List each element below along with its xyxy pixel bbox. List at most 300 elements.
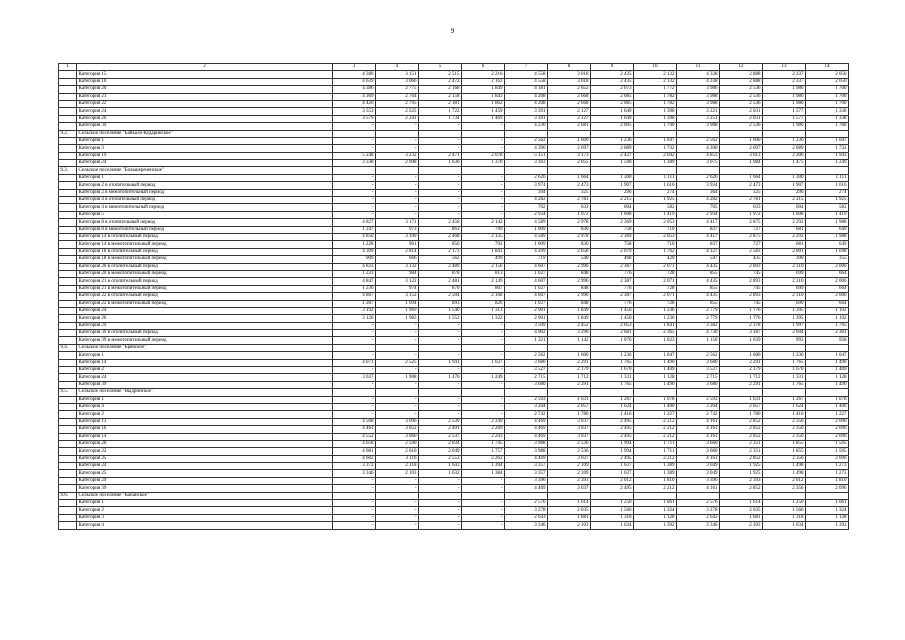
value-cell: 2 057 xyxy=(548,403,591,410)
value-cell: 1 855 xyxy=(763,448,806,455)
table-row xyxy=(59,248,849,255)
value-cell: 2 481 xyxy=(419,278,462,285)
value-cell: 3 988 xyxy=(677,100,720,107)
value-cell: 2 781 xyxy=(548,197,591,204)
value-cell: 1 384 xyxy=(462,470,505,477)
value-cell: 1 841 xyxy=(462,248,505,255)
value-cell: 4 902 xyxy=(505,330,548,337)
row-number xyxy=(59,115,77,122)
value-cell: 1 236 xyxy=(591,137,634,144)
value-cell: - xyxy=(376,403,419,410)
value-cell: 1 810 xyxy=(634,477,677,484)
value-cell: 2 814 xyxy=(376,248,419,255)
value-cell: 3 052 xyxy=(376,426,419,433)
value-cell: 355 xyxy=(806,256,849,263)
value-cell: 2 626 xyxy=(505,174,548,181)
row-number xyxy=(59,160,77,167)
value-cell: 2 901 xyxy=(505,315,548,322)
value-cell: 1 450 xyxy=(591,315,634,322)
value-cell: 1 972 xyxy=(548,211,591,218)
value-cell: 4 435 xyxy=(677,293,720,300)
category-name: Категория 2 xyxy=(77,367,333,374)
value-cell: - xyxy=(333,500,376,507)
category-name: Категория 20 xyxy=(77,86,333,93)
value-cell: 1 490 xyxy=(634,359,677,366)
value-cell: 2 181 xyxy=(419,100,462,107)
value-cell xyxy=(720,389,763,396)
value-cell: 1 600 xyxy=(720,352,763,359)
value-cell: 1 392 xyxy=(634,522,677,529)
value-cell: 2 006 xyxy=(806,293,849,300)
value-cell: 4 435 xyxy=(677,263,720,270)
value-cell: 1 450 xyxy=(591,307,634,314)
value-cell: 2 435 xyxy=(591,71,634,78)
value-cell: 1 469 xyxy=(462,115,505,122)
category-name: Категория 1 xyxy=(77,352,333,359)
value-cell: 3 132 xyxy=(376,263,419,270)
value-cell: 2 356 xyxy=(763,418,806,425)
value-cell: 1 061 xyxy=(634,500,677,507)
category-name: Категория 13 xyxy=(77,418,333,425)
value-cell: 2 536 xyxy=(720,100,763,107)
value-cell: 1 988 xyxy=(806,219,849,226)
value-cell: - xyxy=(419,500,462,507)
value-cell: 2 795 xyxy=(376,100,419,107)
value-cell: 1 400 xyxy=(634,403,677,410)
value-cell: 3 680 xyxy=(505,381,548,388)
value-cell: - xyxy=(419,337,462,344)
value-cell: 4 338 xyxy=(677,78,720,85)
value-cell: 848 xyxy=(548,285,591,292)
value-cell: 1 395 xyxy=(763,307,806,314)
value-cell xyxy=(419,389,462,396)
value-cell: 3 037 xyxy=(548,426,591,433)
value-cell: 2 536 xyxy=(720,93,763,100)
value-cell: - xyxy=(376,145,419,152)
value-cell: - xyxy=(333,522,376,529)
value-cell: 837 xyxy=(677,226,720,233)
value-cell: - xyxy=(462,500,505,507)
value-cell: 1 331 xyxy=(591,374,634,381)
value-cell xyxy=(419,344,462,351)
value-cell: 4 607 xyxy=(505,293,548,300)
value-cell: - xyxy=(419,197,462,204)
category-name: Категория 4 в межотопительный период xyxy=(77,204,333,211)
value-cell: 2 576 xyxy=(505,500,548,507)
value-cell: 633 xyxy=(720,204,763,211)
value-cell: 3 122 xyxy=(376,278,419,285)
table-row xyxy=(59,470,849,477)
value-cell: 1 908 xyxy=(376,374,419,381)
row-number xyxy=(59,293,77,300)
value-cell: 2 078 xyxy=(462,152,505,159)
value-cell: 2 668 xyxy=(548,93,591,100)
value-cell: 1 321 xyxy=(505,337,548,344)
value-cell: 4 589 xyxy=(505,233,548,240)
value-cell: 1 267 xyxy=(763,396,806,403)
value-cell: 2 779 xyxy=(677,315,720,322)
value-cell: 1 416 xyxy=(591,411,634,418)
value-cell: - xyxy=(419,381,462,388)
value-cell: 1 324 xyxy=(806,507,849,514)
value-cell: 1 287 xyxy=(333,300,376,307)
value-cell: 1 925 xyxy=(806,197,849,204)
value-cell: 3 075 xyxy=(677,160,720,167)
value-cell: 4 639 xyxy=(333,78,376,85)
value-cell: 3 509 xyxy=(505,322,548,329)
value-cell: 2 351 xyxy=(720,448,763,455)
value-cell: 1 776 xyxy=(720,307,763,314)
value-cell: 2 262 xyxy=(462,455,505,462)
value-cell: 2 216 xyxy=(462,71,505,78)
value-cell: 1 943 xyxy=(806,152,849,159)
value-cell: 1 849 xyxy=(462,86,505,93)
category-name: Категория 25 xyxy=(77,470,333,477)
category-name: Категория 21 в межотопительный период xyxy=(77,285,333,292)
value-cell: 2 576 xyxy=(677,500,720,507)
table-row xyxy=(59,477,849,484)
value-cell: 1 047 xyxy=(806,352,849,359)
table-row xyxy=(59,403,849,410)
value-cell: 3 221 xyxy=(677,108,720,115)
value-cell: 2 471 xyxy=(419,152,462,159)
table-row xyxy=(59,211,849,218)
value-cell xyxy=(376,130,419,137)
value-cell: 4 058 xyxy=(333,440,376,447)
value-cell: 2 310 xyxy=(763,263,806,270)
category-name: Категория 22 xyxy=(77,448,333,455)
value-cell: - xyxy=(462,174,505,181)
table-row xyxy=(59,381,849,388)
column-header-4: 4 xyxy=(376,64,419,71)
value-cell: 1 614 xyxy=(720,500,763,507)
value-cell: 2 241 xyxy=(376,115,419,122)
value-cell: 2 085 xyxy=(591,93,634,100)
row-number: 9.6. xyxy=(59,492,77,499)
value-cell: 1 765 xyxy=(591,359,634,366)
value-cell: - xyxy=(462,182,505,189)
value-cell: 2 079 xyxy=(591,248,634,255)
value-cell: - xyxy=(462,330,505,337)
value-cell: 1 398 xyxy=(634,108,677,115)
value-cell: 1 670 xyxy=(591,367,634,374)
value-cell: 2 053 xyxy=(591,322,634,329)
value-cell: 3 553 xyxy=(333,108,376,115)
value-cell: 855 xyxy=(677,285,720,292)
value-cell: 807 xyxy=(462,285,505,292)
category-name: Категория 39 в межотопительный период xyxy=(77,337,333,344)
value-cell: 2 590 xyxy=(376,440,419,447)
value-cell: 2 173 xyxy=(419,248,462,255)
value-cell: 1 843 xyxy=(462,93,505,100)
row-number xyxy=(59,86,77,93)
table-row xyxy=(59,100,849,107)
category-name: Категория 20 в отопительный период xyxy=(77,263,333,270)
section-row xyxy=(59,389,849,396)
value-cell: 3 049 xyxy=(677,463,720,470)
value-cell: 1 070 xyxy=(591,337,634,344)
value-cell xyxy=(462,130,505,137)
value-cell: 2 212 xyxy=(634,426,677,433)
value-cell: 325 xyxy=(720,189,763,196)
value-cell: 4 161 xyxy=(677,418,720,425)
value-cell: 664 xyxy=(806,285,849,292)
table-row xyxy=(59,411,849,418)
column-header-6: 6 xyxy=(462,64,505,71)
value-cell: 3 303 xyxy=(505,160,548,167)
value-cell: 2 012 xyxy=(591,477,634,484)
value-cell: 705 xyxy=(677,204,720,211)
category-name: Категория 20 в межотопительный период xyxy=(77,270,333,277)
value-cell: - xyxy=(419,367,462,374)
value-cell xyxy=(333,167,376,174)
table-row xyxy=(59,455,849,462)
value-cell: 1 986 xyxy=(763,123,806,130)
value-cell: 1 590 xyxy=(591,160,634,167)
value-cell: - xyxy=(462,411,505,418)
value-cell: 1 810 xyxy=(806,477,849,484)
value-cell: 4 282 xyxy=(677,197,720,204)
value-cell: 2 369 xyxy=(591,233,634,240)
column-header-9: 9 xyxy=(591,64,634,71)
row-number xyxy=(59,418,77,425)
table-row xyxy=(59,500,849,507)
value-cell: 1 047 xyxy=(806,137,849,144)
value-cell: 4 209 xyxy=(505,248,548,255)
tariff-table xyxy=(58,63,849,530)
value-cell: 3 346 xyxy=(677,522,720,529)
value-cell: 2 132 xyxy=(634,71,677,78)
value-cell: - xyxy=(419,204,462,211)
value-cell: 4 380 xyxy=(333,71,376,78)
value-cell: 2 071 xyxy=(634,263,677,270)
value-cell: - xyxy=(462,204,505,211)
value-cell: 3 066 xyxy=(376,78,419,85)
row-number xyxy=(59,241,77,248)
value-cell: 1 009 xyxy=(505,241,548,248)
value-cell: 2 593 xyxy=(677,396,720,403)
category-name: Категория 26 xyxy=(77,315,333,322)
category-name: Категория 16 xyxy=(77,78,333,85)
value-cell: 2 515 xyxy=(419,71,462,78)
value-cell: 2 742 xyxy=(677,411,720,418)
value-cell: 4 853 xyxy=(677,152,720,159)
table-row xyxy=(59,522,849,529)
value-cell: 4 161 xyxy=(677,485,720,492)
value-cell: 2 658 xyxy=(548,248,591,255)
value-cell: 3 204 xyxy=(677,403,720,410)
value-cell: 2 243 xyxy=(462,433,505,440)
value-cell: 1 419 xyxy=(806,211,849,218)
value-cell: 364 xyxy=(677,189,720,196)
row-number xyxy=(59,367,77,374)
value-cell: 1 634 xyxy=(591,522,634,529)
value-cell: 1 247 xyxy=(333,226,376,233)
value-cell xyxy=(548,492,591,499)
value-cell: 2 387 xyxy=(591,263,634,270)
value-cell: 2 212 xyxy=(634,418,677,425)
value-cell xyxy=(763,167,806,174)
value-cell: 2 127 xyxy=(548,108,591,115)
category-name: Категория 26 xyxy=(77,115,333,122)
table-row xyxy=(59,115,849,122)
value-cell: 4 469 xyxy=(505,485,548,492)
value-cell: 2 057 xyxy=(720,403,763,410)
value-cell: 2 996 xyxy=(548,293,591,300)
value-cell: 1 250 xyxy=(591,500,634,507)
value-cell: 2 668 xyxy=(548,100,591,107)
value-cell xyxy=(548,130,591,137)
value-cell: 2 495 xyxy=(591,455,634,462)
value-cell: - xyxy=(376,367,419,374)
value-cell: - xyxy=(419,507,462,514)
value-cell: 1 664 xyxy=(548,174,591,181)
value-cell: - xyxy=(333,322,376,329)
value-cell: 4 827 xyxy=(333,219,376,226)
value-cell: 2 212 xyxy=(634,455,677,462)
value-cell: 2 209 xyxy=(462,426,505,433)
value-cell: 2 681 xyxy=(548,123,591,130)
value-cell xyxy=(548,389,591,396)
value-cell: 4 161 xyxy=(677,426,720,433)
value-cell xyxy=(376,492,419,499)
value-cell: - xyxy=(419,485,462,492)
value-cell: 2 292 xyxy=(763,233,806,240)
value-cell: - xyxy=(376,522,419,529)
value-cell: 1 078 xyxy=(806,396,849,403)
value-cell: 1 986 xyxy=(763,100,806,107)
value-cell xyxy=(763,344,806,351)
value-cell xyxy=(548,344,591,351)
value-cell: 1 273 xyxy=(806,463,849,470)
value-cell: 3 018 xyxy=(548,71,591,78)
value-cell: 1 498 xyxy=(763,463,806,470)
value-cell xyxy=(806,492,849,499)
category-name: Категория 39 xyxy=(77,381,333,388)
value-cell: - xyxy=(376,330,419,337)
value-cell: 2 610 xyxy=(376,448,419,455)
value-cell xyxy=(419,492,462,499)
value-cell: 1 392 xyxy=(806,522,849,529)
value-cell: 3 391 xyxy=(505,108,548,115)
value-cell: 1 023 xyxy=(634,337,677,344)
value-cell: 1 734 xyxy=(419,115,462,122)
table-row xyxy=(59,93,849,100)
value-cell: 1 227 xyxy=(806,411,849,418)
value-cell: 728 xyxy=(634,285,677,292)
value-cell: 1 228 xyxy=(333,241,376,248)
value-cell: 2 888 xyxy=(720,71,763,78)
category-name: Категория 1 xyxy=(77,174,333,181)
column-header-7: 7 xyxy=(505,64,548,71)
value-cell: 2 149 xyxy=(462,278,505,285)
row-number: 9.5. xyxy=(59,389,77,396)
category-name: Категория 24 xyxy=(77,160,333,167)
table-row xyxy=(59,285,849,292)
value-cell: 3 527 xyxy=(677,367,720,374)
value-cell: 1 994 xyxy=(591,440,634,447)
value-cell xyxy=(634,389,677,396)
value-cell: 2 109 xyxy=(548,470,591,477)
value-cell: 3 382 xyxy=(677,322,720,329)
value-cell: - xyxy=(333,411,376,418)
value-cell: 1 997 xyxy=(763,322,806,329)
value-cell: 3 988 xyxy=(505,448,548,455)
value-cell: - xyxy=(419,322,462,329)
value-cell xyxy=(333,130,376,137)
value-cell: - xyxy=(333,204,376,211)
value-cell: 296 xyxy=(591,189,634,196)
value-cell: 1 233 xyxy=(333,270,376,277)
value-cell: - xyxy=(376,500,419,507)
value-cell: 2 168 xyxy=(462,293,505,300)
value-cell: 728 xyxy=(634,270,677,277)
table-row xyxy=(59,278,849,285)
value-cell: 1 111 xyxy=(806,174,849,181)
category-name: Категория 2 xyxy=(77,411,333,418)
value-cell: 2 310 xyxy=(763,278,806,285)
value-cell: 1 841 xyxy=(634,322,677,329)
value-cell: 2 356 xyxy=(763,485,806,492)
value-cell: 4 469 xyxy=(505,455,548,462)
category-name: Категория 8 в отопительный период xyxy=(77,219,333,226)
value-cell: 2 096 xyxy=(806,433,849,440)
value-cell: 1 267 xyxy=(591,396,634,403)
category-name: Категория 25 xyxy=(77,455,333,462)
value-cell: - xyxy=(419,411,462,418)
category-name: Категория 1 xyxy=(77,396,333,403)
row-number xyxy=(59,337,77,344)
table-row xyxy=(59,367,849,374)
category-name: Категория 3 xyxy=(77,145,333,152)
value-cell: 540 xyxy=(548,256,591,263)
table-row xyxy=(59,418,849,425)
value-cell: 2 212 xyxy=(634,485,677,492)
value-cell: - xyxy=(462,322,505,329)
value-cell: - xyxy=(333,477,376,484)
value-cell: 719 xyxy=(505,256,548,263)
value-cell: - xyxy=(376,322,419,329)
row-number xyxy=(59,270,77,277)
value-cell: 2 489 xyxy=(419,263,462,270)
table-row xyxy=(59,219,849,226)
table-row xyxy=(59,270,849,277)
column-header-1: 1 xyxy=(59,64,77,71)
column-header-3: 3 xyxy=(333,64,376,71)
value-cell: 1 600 xyxy=(548,352,591,359)
value-cell: 4 469 xyxy=(505,426,548,433)
value-cell: 3 988 xyxy=(505,440,548,447)
value-cell: 1 566 xyxy=(591,507,634,514)
value-cell: 3 290 xyxy=(548,330,591,337)
value-cell: 2 096 xyxy=(806,485,849,492)
value-cell: 1 236 xyxy=(634,307,677,314)
table-row xyxy=(59,448,849,455)
row-number xyxy=(59,322,77,329)
value-cell: - xyxy=(376,189,419,196)
value-cell: 2 291 xyxy=(720,381,763,388)
row-number xyxy=(59,71,77,78)
row-number xyxy=(59,463,77,470)
value-cell: 5 151 xyxy=(505,152,548,159)
value-cell: 2 562 xyxy=(505,137,548,144)
section-row xyxy=(59,167,849,174)
row-number xyxy=(59,359,77,366)
value-cell: 2 291 xyxy=(548,359,591,366)
value-cell: 1 318 xyxy=(763,514,806,521)
value-cell: 1 273 xyxy=(806,470,849,477)
value-cell: 1 745 xyxy=(462,440,505,447)
